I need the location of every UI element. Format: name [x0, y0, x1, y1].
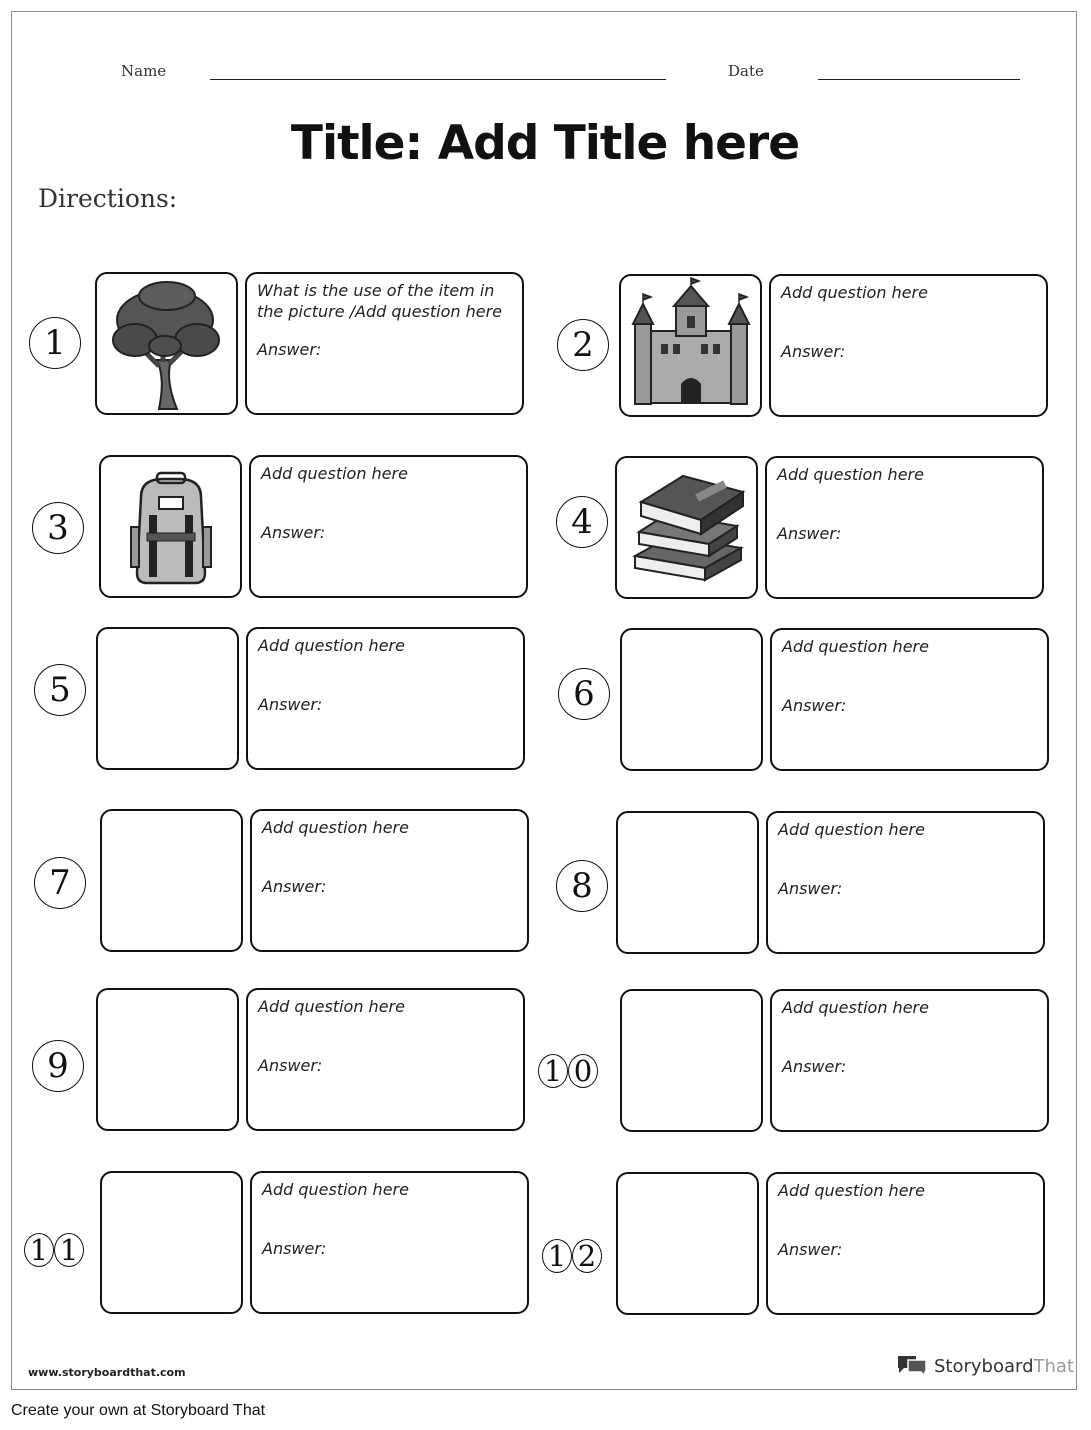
question-box-5[interactable] [246, 627, 525, 770]
image-box-5 [96, 627, 239, 770]
item-number-1: 1 [29, 317, 81, 369]
item-number-5: 5 [34, 664, 86, 716]
question-text: Add question here [782, 637, 929, 656]
question-text: Add question here [781, 283, 928, 302]
castle-icon [621, 276, 760, 415]
footer-url[interactable]: www.storyboardthat.com [28, 1366, 186, 1379]
question-box-3[interactable] [249, 455, 528, 598]
question-text: Add question here [262, 818, 409, 837]
speech-bubble-icon [896, 1354, 928, 1378]
answer-label: Answer: [781, 342, 846, 361]
backpack-icon [101, 457, 240, 596]
image-box-6 [620, 628, 763, 771]
answer-label: Answer: [777, 524, 842, 543]
question-text: Add question here [261, 464, 408, 483]
image-box-12 [616, 1172, 759, 1315]
image-box-3 [99, 455, 242, 598]
answer-label: Answer: [258, 1056, 323, 1075]
answer-label: Answer: [778, 879, 843, 898]
item-number-7: 7 [34, 857, 86, 909]
page-title: Title: Add Title here [290, 116, 800, 171]
item-number-6: 6 [558, 668, 610, 720]
question-box-8[interactable] [766, 811, 1045, 954]
image-box-9 [96, 988, 239, 1131]
question-text: Add question here [258, 997, 405, 1016]
image-box-11 [100, 1171, 243, 1314]
item-number-3: 3 [32, 502, 84, 554]
question-text: Add question here [258, 636, 405, 655]
name-label: Name [121, 62, 167, 80]
question-box-12[interactable] [766, 1172, 1045, 1315]
question-text: What is the use of the item in the picture /Add question here [257, 281, 503, 321]
item-number-2: 2 [557, 319, 609, 371]
image-box-7 [100, 809, 243, 952]
books-icon [617, 458, 756, 597]
image-box-8 [616, 811, 759, 954]
item-number-12: 1 2 [542, 1230, 602, 1282]
image-box-2 [619, 274, 762, 417]
question-box-2[interactable] [769, 274, 1048, 417]
question-box-9[interactable] [246, 988, 525, 1131]
date-label: Date [728, 62, 764, 80]
question-text: Add question here [782, 998, 929, 1017]
question-text: Add question here [778, 1181, 925, 1200]
answer-label: Answer: [782, 1057, 847, 1076]
question-box-1[interactable] [245, 272, 524, 415]
question-box-11[interactable] [250, 1171, 529, 1314]
date-line [818, 79, 1020, 80]
answer-label: Answer: [261, 523, 326, 542]
answer-label: Answer: [258, 695, 323, 714]
tree-icon [97, 274, 236, 413]
question-text: Add question here [778, 820, 925, 839]
item-number-10: 1 0 [538, 1045, 598, 1097]
name-line [210, 79, 666, 80]
question-text: Add question here [777, 465, 924, 484]
answer-label: Answer: [262, 877, 327, 896]
item-number-4: 4 [556, 496, 608, 548]
storyboardthat-logo[interactable]: StoryboardThat [896, 1354, 1074, 1378]
answer-label: Answer: [782, 696, 847, 715]
item-number-9: 9 [32, 1040, 84, 1092]
answer-label: Answer: [778, 1240, 843, 1259]
question-box-6[interactable] [770, 628, 1049, 771]
worksheet-page [11, 11, 1077, 1390]
question-box-10[interactable] [770, 989, 1049, 1132]
image-box-10 [620, 989, 763, 1132]
item-number-8: 8 [556, 860, 608, 912]
question-box-4[interactable] [765, 456, 1044, 599]
image-box-1 [95, 272, 238, 415]
answer-label: Answer: [257, 340, 322, 359]
directions-label: Directions: [38, 184, 178, 213]
create-your-own-link[interactable]: Create your own at Storyboard That [11, 1402, 266, 1419]
answer-label: Answer: [262, 1239, 327, 1258]
item-number-11: 1 1 [24, 1224, 84, 1276]
question-box-7[interactable] [250, 809, 529, 952]
question-text: Add question here [262, 1180, 409, 1199]
image-box-4 [615, 456, 758, 599]
